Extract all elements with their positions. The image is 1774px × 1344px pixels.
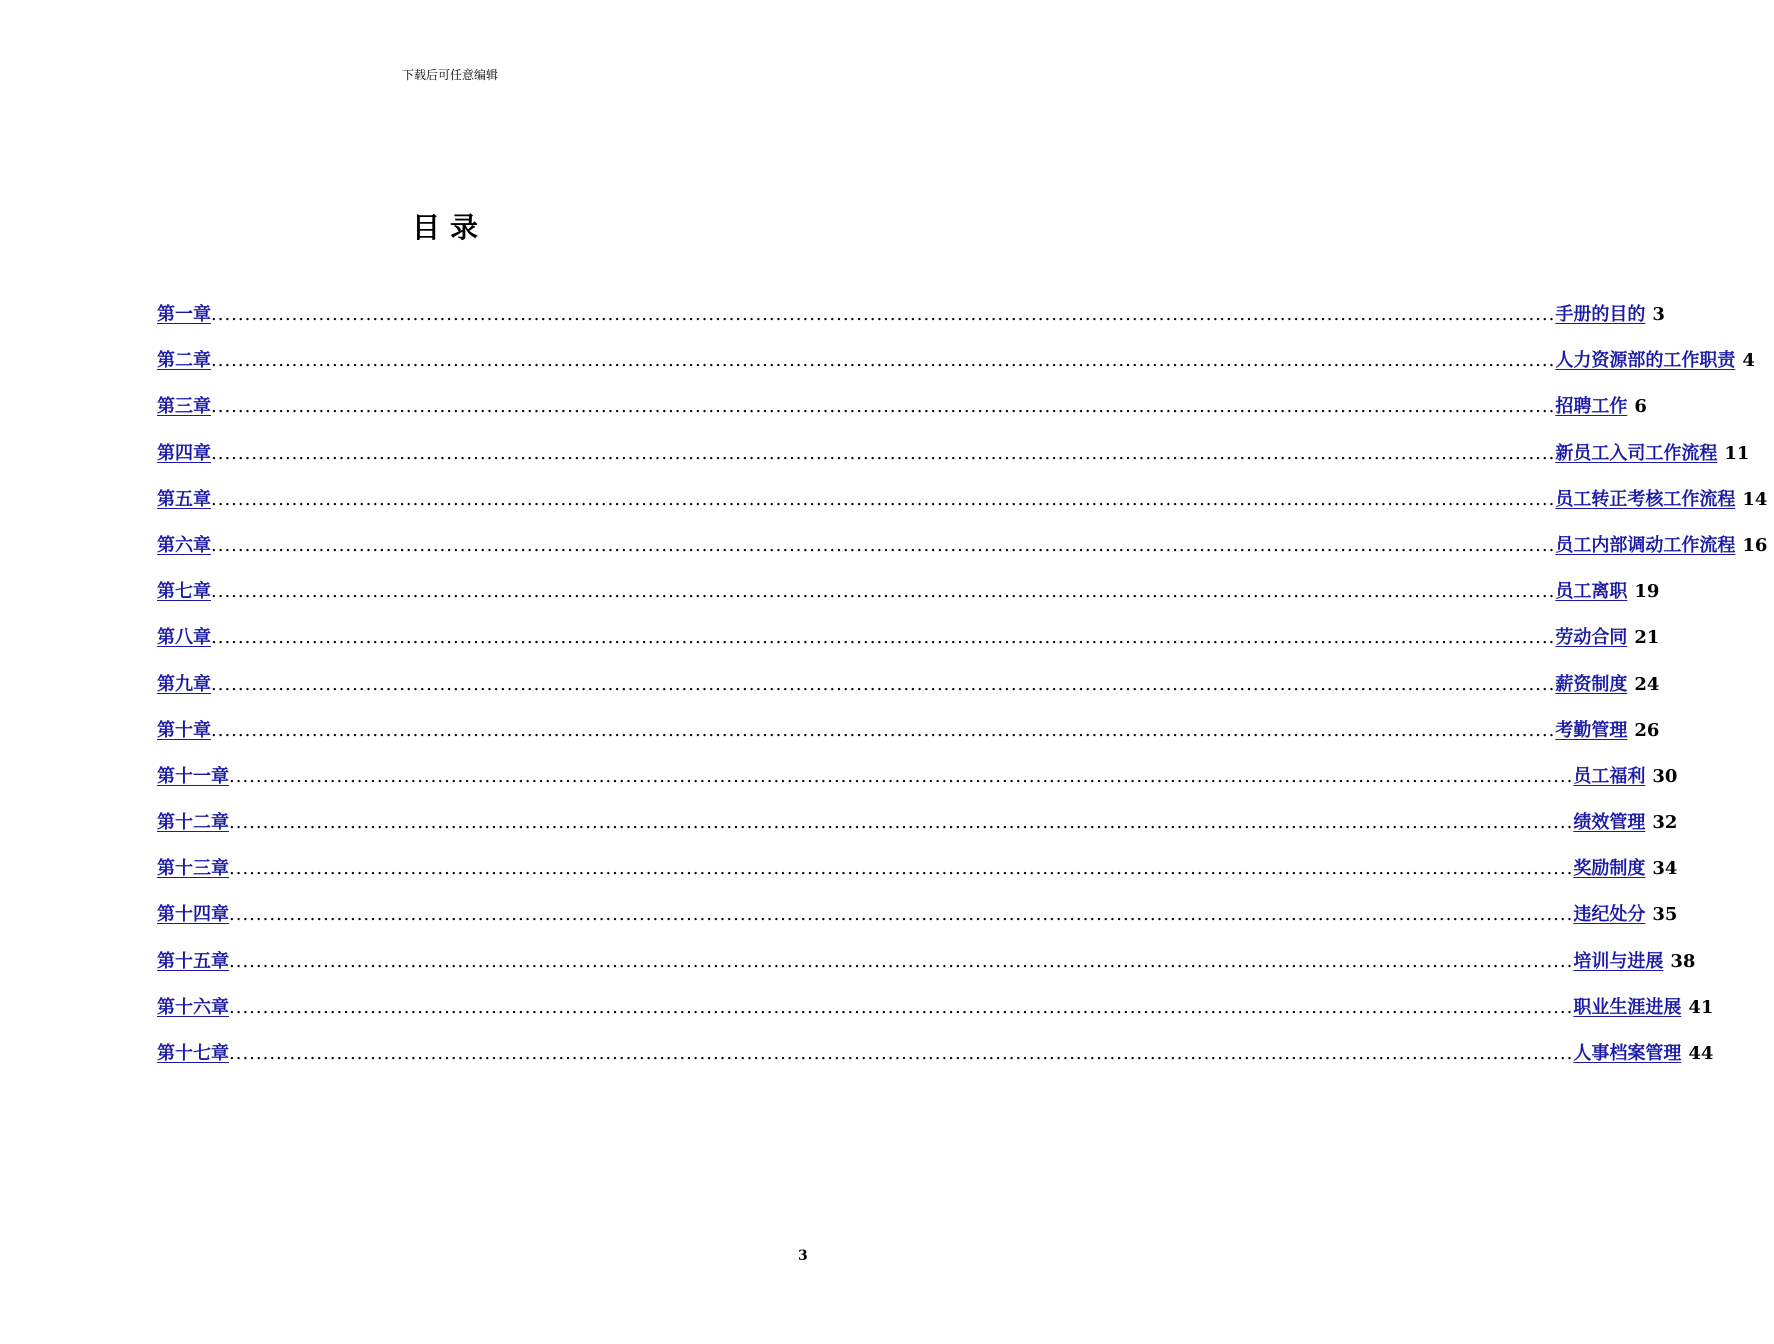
toc-topic-link[interactable]: 人力资源部的工作职责 (1555, 350, 1736, 372)
toc-topic-link[interactable]: 人事档案管理 (1573, 1043, 1682, 1064)
toc-title: 目录 (411, 211, 488, 244)
toc-page-number: 6 (1634, 396, 1647, 418)
toc-entry (157, 1039, 1714, 1085)
toc-chapter-link[interactable]: 第三章 (157, 396, 211, 418)
toc-entry (157, 577, 1660, 623)
toc-entry (157, 762, 1678, 808)
footer-page-number: 3 (798, 1248, 808, 1264)
toc-entry (157, 900, 1678, 946)
toc-leader-dots: ........................................................................................................................................................................................................ (229, 765, 1574, 787)
toc-entry (157, 670, 1660, 716)
toc-entry (157, 392, 1647, 438)
toc-entry (157, 531, 1768, 577)
toc-chapter-link[interactable]: 第十五章 (157, 950, 229, 972)
toc-chapter-link[interactable]: 第十六章 (157, 996, 229, 1018)
toc-page-number: 41 (1688, 996, 1714, 1018)
toc-leader-dots: ........................................................................................................................................................................................................ (229, 950, 1574, 972)
toc-leader-dots: ........................................................................................................................................................................................................ (211, 581, 1556, 603)
toc-entry (157, 346, 1755, 392)
toc-leader-dots: ........................................................................................................................................................................................................ (211, 534, 1556, 556)
toc-chapter-link[interactable]: 第二章 (157, 350, 211, 372)
toc-leader-dots: ........................................................................................................................................................................................................ (211, 627, 1556, 649)
toc-entry (157, 300, 1665, 346)
toc-topic-link[interactable]: 手册的目的 (1555, 304, 1646, 325)
toc-page-number: 11 (1724, 442, 1750, 464)
toc-page-number: 38 (1670, 950, 1696, 972)
toc-page-number: 30 (1652, 765, 1678, 787)
toc-chapter-link[interactable]: 第八章 (157, 627, 211, 649)
toc-topic-link[interactable]: 新员工入司工作流程 (1555, 442, 1718, 464)
toc-list (157, 300, 1768, 1085)
toc-page-number: 14 (1742, 488, 1768, 510)
toc-topic-link[interactable]: 招聘工作 (1555, 396, 1628, 418)
toc-chapter-link[interactable]: 第十七章 (157, 1043, 229, 1064)
toc-chapter-link[interactable]: 第九章 (157, 673, 211, 695)
toc-entry (157, 439, 1750, 485)
toc-page-number: 24 (1634, 673, 1660, 695)
toc-topic-link[interactable]: 员工转正考核工作流程 (1555, 488, 1736, 510)
toc-entry (157, 623, 1660, 669)
toc-page-number: 35 (1652, 904, 1678, 926)
toc-topic-link[interactable]: 奖励制度 (1573, 858, 1646, 880)
toc-leader-dots: ........................................................................................................................................................................................................ (229, 904, 1574, 926)
toc-leader-dots: ........................................................................................................................................................................................................ (211, 488, 1556, 510)
toc-chapter-link[interactable]: 第四章 (157, 442, 211, 464)
toc-entry (157, 854, 1678, 900)
toc-page-number: 4 (1742, 350, 1755, 372)
toc-chapter-link[interactable]: 第十四章 (157, 904, 229, 926)
toc-page-number: 26 (1634, 719, 1660, 741)
toc-topic-link[interactable]: 劳动合同 (1555, 627, 1628, 649)
toc-leader-dots: ........................................................................................................................................................................................................ (211, 442, 1556, 464)
toc-chapter-link[interactable]: 第六章 (157, 534, 211, 556)
toc-leader-dots: ........................................................................................................................................................................................................ (229, 1043, 1574, 1064)
toc-page-number: 34 (1652, 858, 1678, 880)
toc-topic-link[interactable]: 薪资制度 (1555, 673, 1628, 695)
toc-page-number: 32 (1652, 812, 1678, 834)
toc-leader-dots: ........................................................................................................................................................................................................ (211, 304, 1556, 325)
toc-chapter-link[interactable]: 第五章 (157, 488, 211, 510)
toc-page-number: 44 (1688, 1043, 1714, 1064)
header-note: 下载后可任意编辑 (401, 68, 498, 82)
toc-page-number: 3 (1652, 304, 1665, 325)
toc-leader-dots: ........................................................................................................................................................................................................ (229, 812, 1574, 834)
toc-entry (157, 947, 1696, 993)
toc-chapter-link[interactable]: 第十一章 (157, 765, 229, 787)
toc-chapter-link[interactable]: 第一章 (157, 304, 211, 325)
toc-page-number: 16 (1742, 534, 1768, 556)
toc-page-number: 19 (1634, 581, 1660, 603)
toc-topic-link[interactable]: 绩效管理 (1573, 812, 1646, 834)
toc-leader-dots: ........................................................................................................................................................................................................ (229, 996, 1574, 1018)
toc-topic-link[interactable]: 职业生涯进展 (1573, 996, 1682, 1018)
toc-topic-link[interactable]: 培训与进展 (1573, 950, 1664, 972)
toc-leader-dots: ........................................................................................................................................................................................................ (211, 350, 1556, 372)
toc-leader-dots: ........................................................................................................................................................................................................ (211, 396, 1556, 418)
toc-topic-link[interactable]: 考勤管理 (1555, 719, 1628, 741)
toc-chapter-link[interactable]: 第七章 (157, 581, 211, 603)
toc-leader-dots: ........................................................................................................................................................................................................ (211, 673, 1556, 695)
toc-chapter-link[interactable]: 第十二章 (157, 812, 229, 834)
toc-topic-link[interactable]: 员工福利 (1573, 765, 1646, 787)
toc-page-number: 21 (1634, 627, 1660, 649)
toc-leader-dots: ........................................................................................................................................................................................................ (229, 858, 1574, 880)
toc-entry (157, 993, 1714, 1039)
toc-leader-dots: ........................................................................................................................................................................................................ (211, 719, 1556, 741)
toc-chapter-link[interactable]: 第十三章 (157, 858, 229, 880)
toc-entry (157, 716, 1660, 762)
toc-topic-link[interactable]: 员工内部调动工作流程 (1555, 534, 1736, 556)
toc-topic-link[interactable]: 员工离职 (1555, 581, 1628, 603)
toc-entry (157, 485, 1768, 531)
toc-entry (157, 808, 1678, 854)
toc-chapter-link[interactable]: 第十章 (157, 719, 211, 741)
toc-topic-link[interactable]: 违纪处分 (1573, 904, 1646, 926)
